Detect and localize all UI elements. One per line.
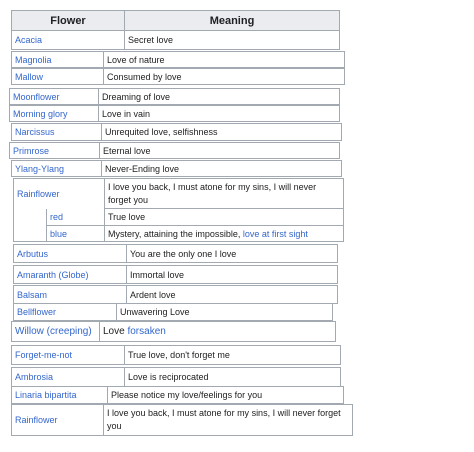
meaning-cell (100, 322, 335, 341)
meaning-cell (127, 245, 337, 262)
flower-link[interactable]: Forget-me-not (15, 350, 73, 360)
flower-cell[interactable] (12, 405, 104, 435)
meaning-cell (125, 346, 340, 364)
flower-cell[interactable] (14, 304, 117, 320)
table-row (11, 367, 341, 387)
flower-cell[interactable] (12, 161, 102, 176)
meaning-link[interactable]: love at first sight (242, 229, 308, 239)
meaning-text: True love, don't forget me (128, 350, 230, 360)
flower-cell[interactable] (10, 89, 99, 104)
flower-link[interactable]: Arbutus (17, 248, 49, 259)
meaning-text: Love (103, 326, 128, 337)
table-row (11, 51, 345, 68)
header-meaning (124, 10, 340, 31)
meaning-cell (102, 161, 341, 176)
meaning-cell (108, 387, 343, 403)
flower-cell[interactable] (12, 387, 108, 403)
subrow-spacer (14, 209, 47, 242)
flower-cell[interactable] (12, 322, 100, 341)
flower-link[interactable]: Bellflower (17, 307, 57, 317)
flower-cell[interactable] (12, 346, 125, 364)
meaning-cell (99, 106, 339, 121)
meaning-cell (125, 368, 340, 386)
meaning-text: Love is reciprocated (128, 372, 209, 382)
meaning-text: Unrequited love, selfishness (105, 127, 218, 137)
meaning-cell (127, 266, 337, 283)
flower-link[interactable]: Primrose (13, 145, 50, 156)
meaning-text: True love (108, 212, 146, 222)
flower-link[interactable]: Rainflower (15, 415, 58, 425)
flower-link[interactable]: Rainflower (17, 189, 60, 199)
meaning-text: You are the only one I love (130, 248, 237, 259)
flower-cell[interactable] (12, 368, 125, 386)
flower-cell[interactable] (10, 143, 100, 158)
table-row (11, 404, 353, 436)
meaning-link[interactable]: forsaken (127, 326, 166, 337)
flower-link[interactable]: Balsam (17, 289, 48, 300)
table-row (47, 226, 343, 242)
table-row (47, 209, 343, 226)
flower-link[interactable]: Mallow (15, 71, 44, 82)
header-flower-label: Flower (50, 15, 86, 27)
meaning-text: Secret love (128, 35, 174, 45)
flower-link[interactable]: Moonflower (13, 91, 60, 102)
flower-cell[interactable] (14, 266, 127, 283)
meaning-cell (105, 226, 343, 242)
table-row (13, 303, 333, 321)
meaning-text: Immortal love (130, 269, 185, 280)
meaning-cell (99, 89, 339, 104)
flower-link[interactable]: blue (50, 229, 68, 239)
flower-link[interactable]: Narcissus (15, 127, 55, 137)
table-row (13, 265, 338, 284)
meaning-cell (117, 304, 332, 320)
meaning-text: Love in vain (102, 108, 151, 119)
flower-cell[interactable] (10, 106, 99, 121)
meaning-text: I love you back, I must atone for my sins, I will never forget you (108, 181, 317, 205)
meaning-text: Dreaming of love (102, 91, 171, 102)
header-meaning-label: Meaning (209, 15, 255, 27)
flower-cell[interactable] (14, 179, 105, 209)
table-row (11, 123, 342, 141)
meaning-text: Unwavering Love (120, 307, 190, 317)
meaning-cell (127, 286, 337, 303)
flower-link[interactable]: Amaranth (Globe) (17, 269, 89, 280)
meaning-text: Consumed by love (107, 71, 182, 82)
flower-link[interactable]: Ambrosia (15, 372, 54, 382)
flower-link[interactable]: Linaria bipartita (15, 390, 77, 400)
meaning-text: Eternal love (103, 145, 151, 156)
meaning-text: Love of nature (107, 54, 165, 65)
table-row (9, 105, 340, 122)
flower-cell[interactable] (14, 286, 127, 303)
flower-link[interactable]: Ylang-Ylang (15, 163, 65, 174)
flower-link[interactable]: Willow (creeping) (15, 326, 92, 337)
meaning-cell (104, 52, 344, 67)
meaning-text: I love you back, I must atone for my sins, I will never forget you (107, 408, 341, 431)
table-row (11, 160, 342, 177)
meaning-cell (105, 179, 343, 209)
flower-cell[interactable] (14, 245, 127, 262)
meaning-cell (102, 124, 341, 140)
table-row (11, 345, 341, 365)
meaning-text: Ardent love (130, 289, 176, 300)
flower-cell[interactable] (12, 124, 102, 140)
meaning-cell (105, 209, 343, 225)
meaning-cell (104, 69, 344, 84)
rainflower-group (13, 178, 344, 242)
flower-cell[interactable] (12, 31, 125, 49)
flower-link[interactable]: Acacia (15, 35, 43, 45)
meaning-cell (104, 405, 352, 435)
meaning-text: Never-Ending love (105, 163, 180, 174)
table-row (11, 30, 340, 50)
meaning-cell (100, 143, 339, 158)
table-row (9, 142, 340, 159)
flower-link[interactable]: Magnolia (15, 54, 52, 65)
table-row (9, 88, 340, 105)
table-row (11, 68, 345, 85)
flower-cell[interactable] (47, 226, 105, 242)
flower-cell[interactable] (47, 209, 105, 225)
flower-cell[interactable] (12, 52, 104, 67)
table-row (11, 386, 344, 404)
table-row (13, 244, 338, 263)
header-flower (11, 10, 125, 31)
flower-cell[interactable] (12, 69, 104, 84)
meaning-cell (125, 31, 339, 49)
meaning-text: Please notice my love/feelings for you (111, 390, 263, 400)
table-row (13, 285, 338, 304)
table-row (11, 321, 336, 342)
flower-link[interactable]: Morning glory (13, 108, 68, 119)
flower-link[interactable]: red (50, 212, 64, 222)
meaning-text: Mystery, attaining the impossible, (108, 229, 243, 239)
